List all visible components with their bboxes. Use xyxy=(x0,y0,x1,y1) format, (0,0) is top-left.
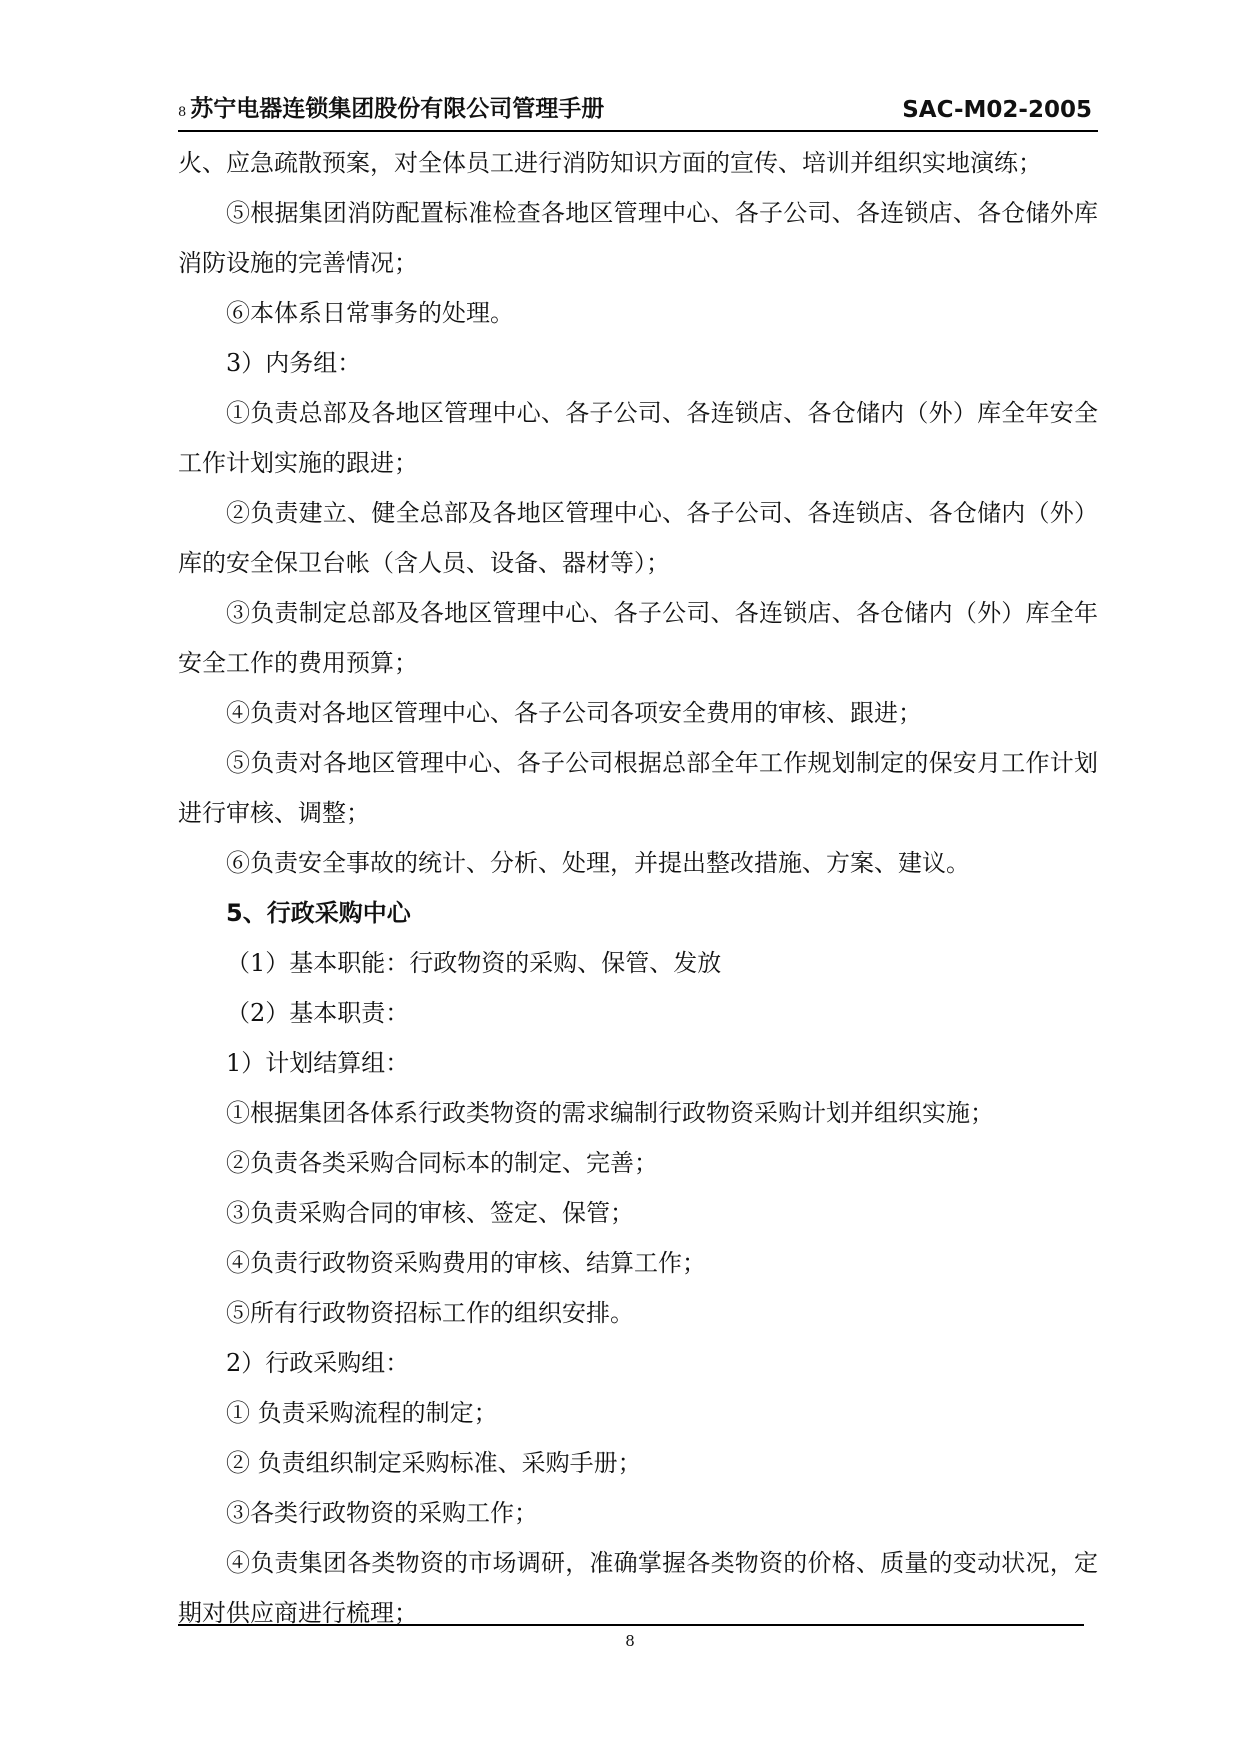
paragraph: ③负责采购合同的审核、签定、保管； xyxy=(226,1199,634,1227)
paragraph: （1）基本职能：行政物资的采购、保管、发放 xyxy=(226,949,722,977)
paragraph: ⑤所有行政物资招标工作的组织安排。 xyxy=(226,1299,634,1327)
paragraph: ②负责各类采购合同标本的制定、完善； xyxy=(226,1149,658,1177)
page-header xyxy=(178,92,1098,132)
footer-page-number: 8 xyxy=(625,1632,635,1650)
paragraph: ⑤负责对各地区管理中心、各子公司根据总部全年工作规划制定的保安月工作计划进行审核、调整； xyxy=(178,749,1098,827)
footer-rule xyxy=(178,1624,1084,1626)
paragraph: ① 负责采购流程的制定； xyxy=(226,1399,498,1427)
paragraph: 3）内务组： xyxy=(226,349,362,377)
paragraph: ⑥负责安全事故的统计、分析、处理，并提出整改措施、方案、建议。 xyxy=(226,849,970,877)
paragraph: ④负责行政物资采购费用的审核、结算工作； xyxy=(226,1249,706,1277)
paragraph: ⑥本体系日常事务的处理。 xyxy=(226,299,514,327)
paragraph: ①负责总部及各地区管理中心、各子公司、各连锁店、各仓储内（外）库全年安全工作计划实施的跟进； xyxy=(178,399,1098,477)
paragraph: ④负责集团各类物资的市场调研，准确掌握各类物资的价格、质量的变动状况，定期对供应商进行梳理； xyxy=(178,1549,1098,1627)
paragraph: 1）计划结算组： xyxy=(226,1049,410,1077)
paragraph: 2）行政采购组： xyxy=(226,1349,410,1377)
paragraph: ②负责建立、健全总部及各地区管理中心、各子公司、各连锁店、各仓储内（外）库的安全保卫台帐（含人员、设备、器材等）； xyxy=(178,499,1098,577)
header-title: 苏宁电器连锁集团股份有限公司管理手册 xyxy=(190,96,605,122)
section-heading: 5、行政采购中心 xyxy=(226,899,411,927)
paragraph: ⑤根据集团消防配置标准检查各地区管理中心、各子公司、各连锁店、各仓储外库消防设施的完善情况； xyxy=(178,199,1098,277)
document-body xyxy=(178,138,1098,1638)
header-page-number: 8 xyxy=(178,105,187,120)
paragraph: ③负责制定总部及各地区管理中心、各子公司、各连锁店、各仓储内（外）库全年安全工作的费用预算； xyxy=(178,599,1098,677)
header-doc-code: SAC-M02-2005 xyxy=(902,97,1092,123)
paragraph: 火、应急疏散预案，对全体员工进行消防知识方面的宣传、培训并组织实地演练； xyxy=(178,149,1042,177)
paragraph: ③各类行政物资的采购工作； xyxy=(226,1499,538,1527)
paragraph: ④负责对各地区管理中心、各子公司各项安全费用的审核、跟进； xyxy=(226,699,922,727)
header-title-block xyxy=(178,90,604,123)
paragraph: （2）基本职责： xyxy=(226,999,410,1027)
paragraph: ①根据集团各体系行政类物资的需求编制行政物资采购计划并组织实施； xyxy=(226,1099,994,1127)
paragraph: ② 负责组织制定采购标准、采购手册； xyxy=(226,1449,642,1477)
